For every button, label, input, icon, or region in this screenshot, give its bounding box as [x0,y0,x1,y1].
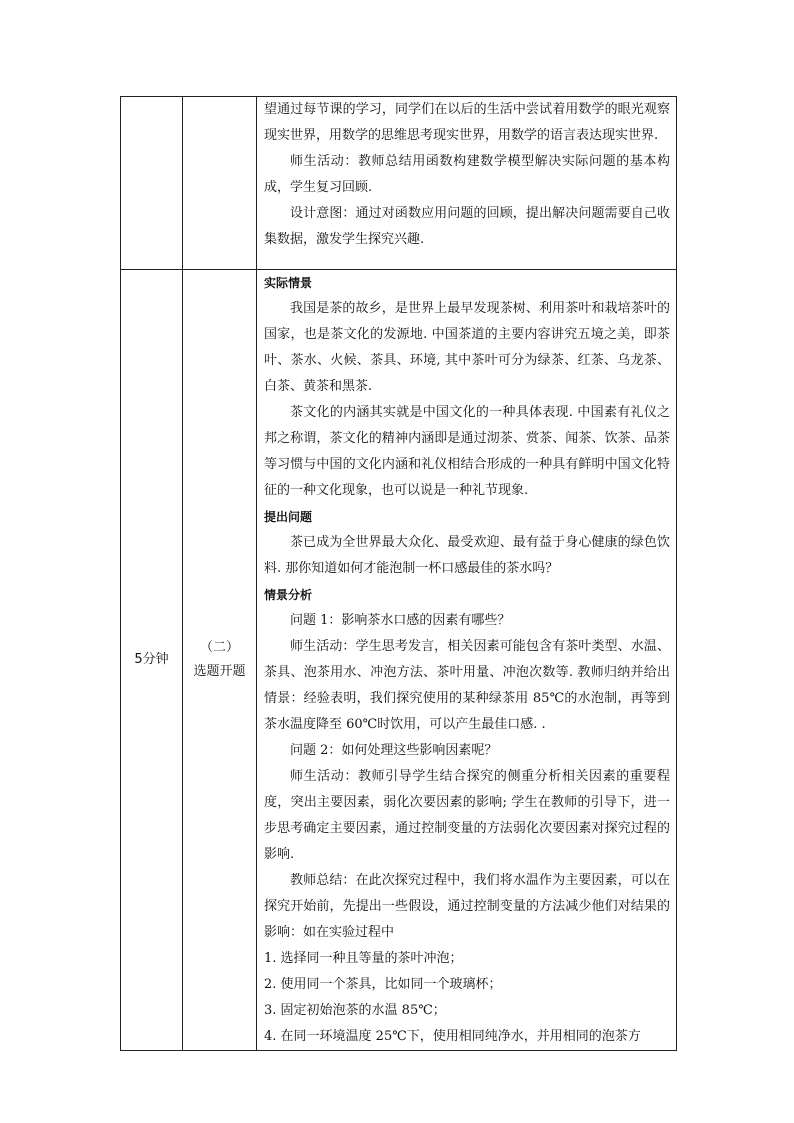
time-cell [121,270,183,1051]
table-row [121,97,677,270]
paragraph: 教师总结：在此次探究过程中，我们将水温作为主要因素，可以在探究开始前，先提出一些假设，通过控制变量的方法减少他们对结果的影响：如在实验过程中 [264,873,670,940]
section-heading: 情景分析 [264,588,313,602]
list-item: 4. 在同一环境温度 25℃下，使用相同纯净水，并用相同的泡茶方 [264,1029,641,1044]
lesson-plan-table [120,96,677,1051]
stage-number: （二） [199,640,239,655]
paragraph: 师生活动：教师总结用函数构建数学模型解决实际问题的基本构成，学生复习回顾. [264,154,670,195]
stage-title: 选题开题 [193,664,246,679]
section-heading: 提出问题 [264,510,313,524]
table-row [121,270,677,1051]
paragraph: 望通过每节课的学习，同学们在以后的生活中尝试着用数学的眼光观察现实世界，用数学的思维思考现实世界，用数学的语言表达现实世界. [264,102,670,143]
paragraph: 茶文化的内涵其实就是中国文化的一种具体表现. 中国素有礼仪之邦之称谓，茶文化的精神内涵即是通过沏茶、赏茶、闻茶、饮茶、品茶等习惯与中国的文化内涵和礼仪相结合形成的一种具有鲜明中国文化特征的一种文化现象，也可以说是一种礼节现象. [264,405,670,498]
paragraph: 设计意图：通过对函数应用问题的回顾，提出解决问题需要自己收集数据，激发学生探究兴趣. [264,206,670,247]
paragraph: 师生活动：教师引导学生结合探究的侧重分析相关因素的重要程度，突出主要因素，弱化次要因素的影响; 学生在教师的引导下，进一步思考确定主要因素，通过控制变量的方法弱化次要因素对探究过程的影响. [264,769,670,862]
duration-label: 5分钟 [134,652,169,667]
question: 问题 2：如何处理这些影响因素呢？ [290,743,498,758]
list-item: 3. 固定初始泡茶的水温 85℃； [264,1003,446,1018]
list-item: 1. 选择同一种且等量的茶叶冲泡； [264,951,463,966]
paragraph: 茶已成为全世界最大众化、最受欢迎、最有益于身心健康的绿色饮料. 那你知道如何才能泡制一杯口感最佳的茶水吗？ [264,535,670,576]
paragraph: 我国是茶的故乡，是世界上最早发现茶树、利用茶叶和栽培茶叶的国家，也是茶文化的发源地. 中国茶道的主要内容讲究五境之美，即茶叶、茶水、火候、茶具、环境, 其中茶叶可分为绿茶、红茶、乌龙茶、白茶、黄茶和黑茶. [264,301,670,394]
stage-cell [183,97,257,270]
question: 问题 1：影响茶水口感的因素有哪些？ [290,613,511,628]
content-cell [257,270,677,1051]
section-heading: 实际情景 [264,276,313,290]
paragraph: 师生活动：学生思考发言，相关因素可能包含有茶叶类型、水温、茶具、泡茶用水、冲泡方法、茶叶用量、冲泡次数等. 教师归纳并给出情景：经验表明，我们探究使用的某种绿茶用 85℃的水泡制，再等到茶水温度降至 60℃时饮用，可以产生最佳口感. . [264,639,670,732]
list-item: 2. 使用同一个茶具，比如同一个玻璃杯； [264,977,502,992]
stage-cell [183,270,257,1051]
content-cell [257,97,677,270]
time-cell [121,97,183,270]
